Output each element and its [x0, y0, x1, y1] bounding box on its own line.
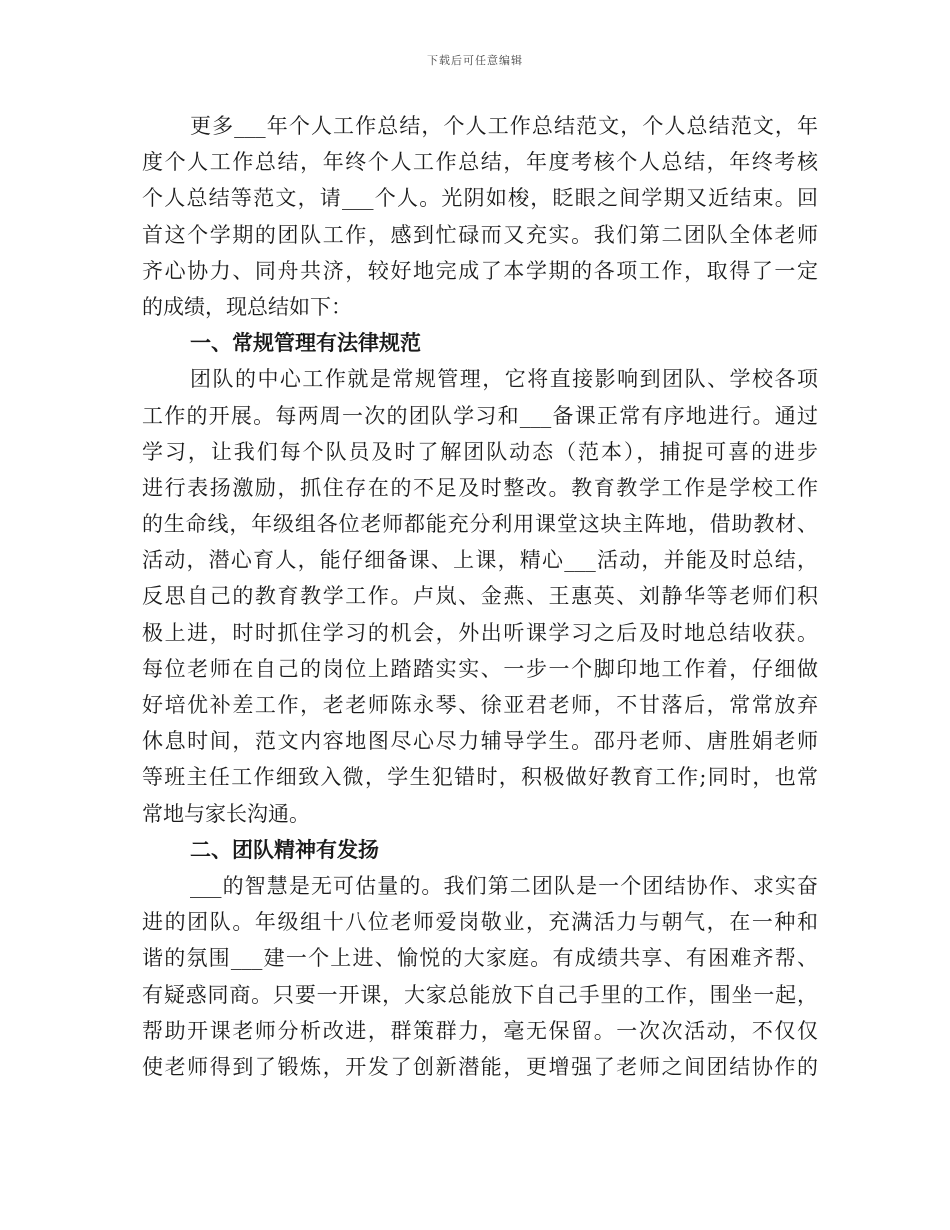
paragraph-line: 等班主任工作细致入微，学生犯错时，积极做好教育工作;同时，也常 — [142, 765, 818, 790]
paragraph-line: 个人总结等范文，请___个人。光阴如梭，眨眼之间学期又近结束。回 — [142, 186, 818, 211]
paragraph-line: 进行表扬激励，抓住存在的不足及时整改。教育教学工作是学校工作 — [142, 475, 818, 500]
paragraph-line: 活动，潜心育人，能仔细备课、上课，精心___活动，并能及时总结， — [142, 548, 818, 573]
page-header-caption: 下载后可任意编辑 — [427, 54, 523, 67]
section-heading: 一、常规管理有法律规范 — [190, 331, 421, 356]
paragraph-line: 的生命线，年级组各位老师都能充分利用课堂这块主阵地，借助教材、 — [142, 512, 818, 537]
paragraph-line: 齐心协力、同舟共济，较好地完成了本学期的各项工作，取得了一定 — [142, 258, 818, 283]
paragraph-line: ___的智慧是无可估量的。我们第二团队是一个团结协作、求实奋 — [190, 873, 818, 898]
paragraph-line: 休息时间，范文内容地图尽心尽力辅导学生。邵丹老师、唐胜娟老师 — [142, 729, 818, 754]
paragraph-line: 使老师得到了锻炼，开发了创新潜能，更增强了老师之间团结协作的 — [142, 1054, 818, 1079]
paragraph-line: 帮助开课老师分析改进，群策群力，毫无保留。一次次活动，不仅仅 — [142, 1018, 818, 1043]
paragraph-line: 每位老师在自己的岗位上踏踏实实、一步一个脚印地工作着，仔细做 — [142, 656, 818, 681]
paragraph-line: 极上进，时时抓住学习的机会，外出听课学习之后及时地总结收获。 — [142, 620, 818, 645]
paragraph-line: 有疑惑同商。只要一开课，大家总能放下自己手里的工作，围坐一起， — [142, 982, 818, 1007]
paragraph-line: 反思自己的教育教学工作。卢岚、金燕、王惠英、刘静华等老师们积 — [142, 584, 818, 609]
paragraph-line: 首这个学期的团队工作，感到忙碌而又充实。我们第二团队全体老师 — [142, 222, 818, 247]
paragraph-line: 团队的中心工作就是常规管理，它将直接影响到团队、学校各项 — [190, 367, 818, 392]
paragraph-line: 的成绩，现总结如下： — [142, 294, 352, 319]
paragraph-line: 进的团队。年级组十八位老师爱岗敬业，充满活力与朝气，在一种和 — [142, 910, 818, 935]
paragraph-line: 更多___年个人工作总结，个人工作总结范文，个人总结范文，年 — [190, 114, 818, 138]
paragraph-line: 工作的开展。每两周一次的团队学习和___备课正常有序地进行。通过 — [142, 403, 818, 428]
paragraph-line: 好培优补差工作，老老师陈永琴、徐亚君老师，不甘落后，常常放弃 — [142, 693, 818, 717]
paragraph-line: 谐的氛围___建一个上进、愉悦的大家庭。有成绩共享、有困难齐帮、 — [142, 946, 818, 971]
document-body — [142, 108, 818, 1085]
paragraph-line: 学习，让我们每个队员及时了解团队动态（范本），捕捉可喜的进步 — [142, 439, 818, 464]
section-heading: 二、团队精神有发扬 — [190, 837, 379, 862]
paragraph-line: 常地与家长沟通。 — [142, 801, 310, 826]
paragraph-line: 度个人工作总结，年终个人工作总结，年度考核个人总结，年终考核 — [142, 150, 818, 175]
